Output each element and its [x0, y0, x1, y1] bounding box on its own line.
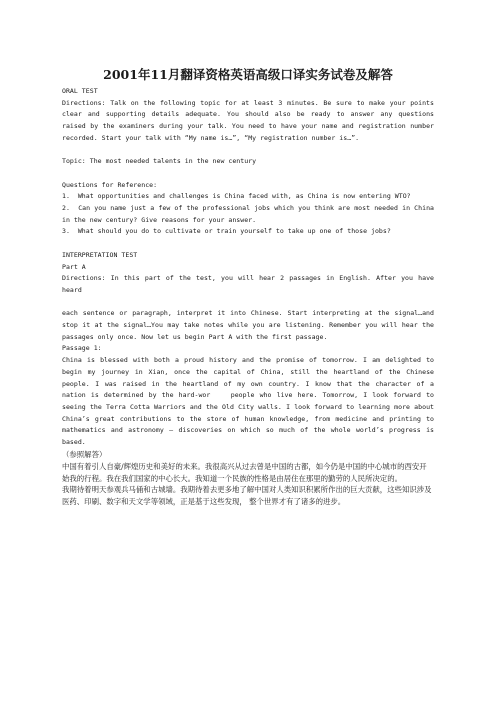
answer-paragraph: 中国有着引人自豪/辉煌历史和美好的未来。我很高兴从过去曾是中国的古都，如今仍是中国的中心城市的西安开始我的行程。我在我们国家的中心长大。我知道一个民族的性格是由居住在那里的勤劳的人民所决定的。 — [62, 461, 427, 483]
oral-topic: Topic: The most needed talents in the new century — [62, 157, 257, 166]
document-title: 2001年11月翻译资格英语高级口译实务试卷及解答 — [103, 67, 393, 82]
passage-label: Passage 1: — [62, 344, 102, 353]
spacer — [62, 238, 434, 250]
oral-test-heading: ORAL TEST — [62, 87, 98, 95]
oral-test-directions: Directions: Talk on the following topic for at least 3 minutes. Be sure to make your points clear and supporting details adequate. You should also be ready to answer any questions raised by the examiners during your talk. You need to have your name and registration number recorded. Start your talk with “My name is…”, “My registration number is…”. — [62, 98, 438, 142]
interpretation-directions-1: Directions: In this part of the test, you will hear 2 passages in English. After you have heard — [62, 274, 438, 294]
answer-label: （参照解答） — [62, 449, 107, 459]
spacer — [62, 168, 434, 180]
spacer — [62, 145, 434, 157]
passage-text: China is blessed with both a proud history and the promise of tomorrow. I am delighted to begin my journey in Xian, once the capital of China, still the heartland of the Chinese people. I was raised in the heartland of my own country. I know that the character of a nation is determined by the hard-wor people who live here. Tomorrow, I look forward to seeing the Terra Cotta Warriors and the Old City walls. I look forward to learning more about China’s great contributions to the store of human knowledge, from medicine and printing to mathematics and astronomy — discoveries on which so much of the whole world’s progress is based. — [62, 356, 438, 447]
answer-paragraph: 我期待着明天参观兵马俑和古城墙。我期待着去更多地了解中国对人类知识积累所作出的巨大贡献，这些知识涉及医药、印刷、数字和天文学等领域，正是基于这些发现， 整个世界才有了诸多的进步。 — [62, 485, 432, 507]
question-item: 1. What opportunities and challenges is China faced with, as China is now entering WTO? — [62, 192, 411, 201]
part-label: Part A — [62, 262, 86, 271]
interpretation-directions-2: each sentence or paragraph, interpret it into Chinese. Start interpreting at the signal…and stop it at the signal…You may take notes while you are listening. Remember you will hear the passages only once. Now let us begin Part A with the first passage. — [62, 309, 438, 341]
questions-heading: Questions for Reference: — [62, 180, 158, 189]
spacer — [62, 297, 434, 309]
document-page — [62, 66, 438, 508]
question-item: 3. What should you do to cultivate or train yourself to take up one of those jobs? — [62, 227, 391, 236]
question-item: 2. Can you name just a few of the professional jobs which you think are most needed in China in the new century? Give reasons for your answer. — [62, 204, 438, 224]
interpretation-test-heading: INTERPRETATION TEST — [62, 250, 138, 259]
